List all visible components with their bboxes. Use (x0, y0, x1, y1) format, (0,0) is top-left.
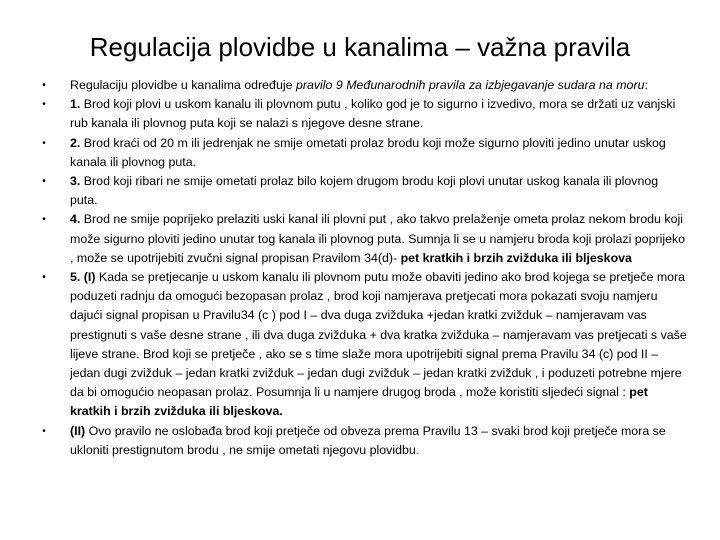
slide-title: Regulacija plovidbe u kanalima – važna pravila (89, 32, 631, 62)
rule-text: Ovo pravilo ne oslobađa brod koji pretječe od obveza prema Pravilu 13 – svaki brod koji pretječe mora se ukloniti prestignutom brodu , ne smije ometati njegovu plovidbu. (70, 423, 666, 457)
bullet-text (70, 268, 688, 422)
rule-number: 2. (70, 135, 81, 150)
bullet-item-rule-5 (38, 268, 688, 422)
bullet-icon: • (42, 80, 46, 91)
bullet-item-rule-2 (38, 134, 688, 172)
rule-reference: pravilo 9 Međunarodnih pravila za izbjegavanje sudara na moru (295, 78, 645, 92)
bullet-icon: • (42, 272, 46, 284)
bullet-item-rule-1 (38, 95, 688, 133)
rule-text: Brod koji ribari ne smije ometati prolaz bilo kojem drugom brodu koji plovi unutar uskog kanala ili plovnog puta. (70, 174, 659, 208)
bullet-text (70, 95, 688, 133)
signal-text: pet kratkih i brzih zvižduka ili bljeskova (400, 250, 632, 265)
bullet-text (70, 210, 688, 268)
rule-text: Brod ne smije poprijeko prelaziti uski kanal ili plovni put , ako takvo prelaženje ometa prolaz nekom brodu koji može sigurno ploviti jedino unutar tog kanala ili plovnog puta. Sumnja li se u namjeru broda koji prolazi poprijeko , može se upotrijebiti zvučni signal propisan Pravilom 34(d)- (70, 212, 686, 265)
bullet-icon: • (42, 99, 46, 111)
rule-number: 3. (70, 174, 81, 189)
bullet-text (70, 76, 688, 95)
bullet-list (38, 76, 688, 460)
rule-text: Brod koji plovi u uskom kanalu ili plovnom putu , koliko god je to sigurno i izvedivo, mora se držati uz vanjski rub kanala ili plovnog puta koji se nalazi s njegove desne strane. (70, 97, 676, 131)
intro-colon: : (644, 78, 648, 92)
bullet-item-rule-4 (38, 210, 688, 268)
bullet-icon: • (42, 214, 46, 226)
roman-numeral: (I) (80, 270, 96, 285)
bullet-item-rule-5-ii (38, 422, 688, 460)
rule-text: Brod kraći od 20 m ili jedrenjak ne smije ometati prolaz brodu koji može sigurno ploviti jedino unutar uskog kanala ili plovnog puta. (70, 135, 666, 169)
bullet-item-intro (38, 76, 688, 95)
bullet-icon: • (42, 425, 46, 437)
bullet-icon: • (42, 137, 46, 149)
rule-number: 5. (70, 270, 81, 285)
signal-text: pet kratkih i brzih zvižduka ili bljeskova. (70, 385, 648, 419)
roman-numeral: (II) (70, 423, 86, 438)
rule-number: 1. (70, 97, 81, 112)
bullet-text (70, 422, 688, 460)
rule-number: 4. (70, 212, 81, 227)
bullet-item-rule-3 (38, 172, 688, 210)
intro-text: Regulaciju plovidbe u kanalima određuje (70, 78, 296, 92)
bullet-text (70, 172, 688, 210)
rule-text: Kada se pretjecanje u uskom kanalu ili plovnom putu može obaviti jedino ako brod kojega se pretječe mora poduzeti radnju da omogući bezopasan prolaz , brod koji namjerava pretjecati mora pokazati svoju namjeru dajući signal propisan u Pravilu34 (c ) pod I – dva duga zvižduka +jedan kratki zvižduk – namjeravam vas prestignuti s vaše desne strane , ili dva duga zvižduka + dva kratka zvižduka – namjeravam vas pretjecati s vaše lijeve strane. Brod koji se pretječe , ako se s time slaže mora upotrijebiti signal prema Pravilu 34 (c) pod II – jedan dugi zvižduk – jedan kratki zvižduk – jedan dugi zvižduk – jedan kratki zvižduk , i poduzeti potrebne mjere da bi omogućio neopasan prolaz. Posumnja li u namjere drugog broda , može koristiti sljedeći signal : (70, 270, 687, 400)
bullet-icon: • (42, 176, 46, 188)
bullet-text (70, 134, 688, 172)
